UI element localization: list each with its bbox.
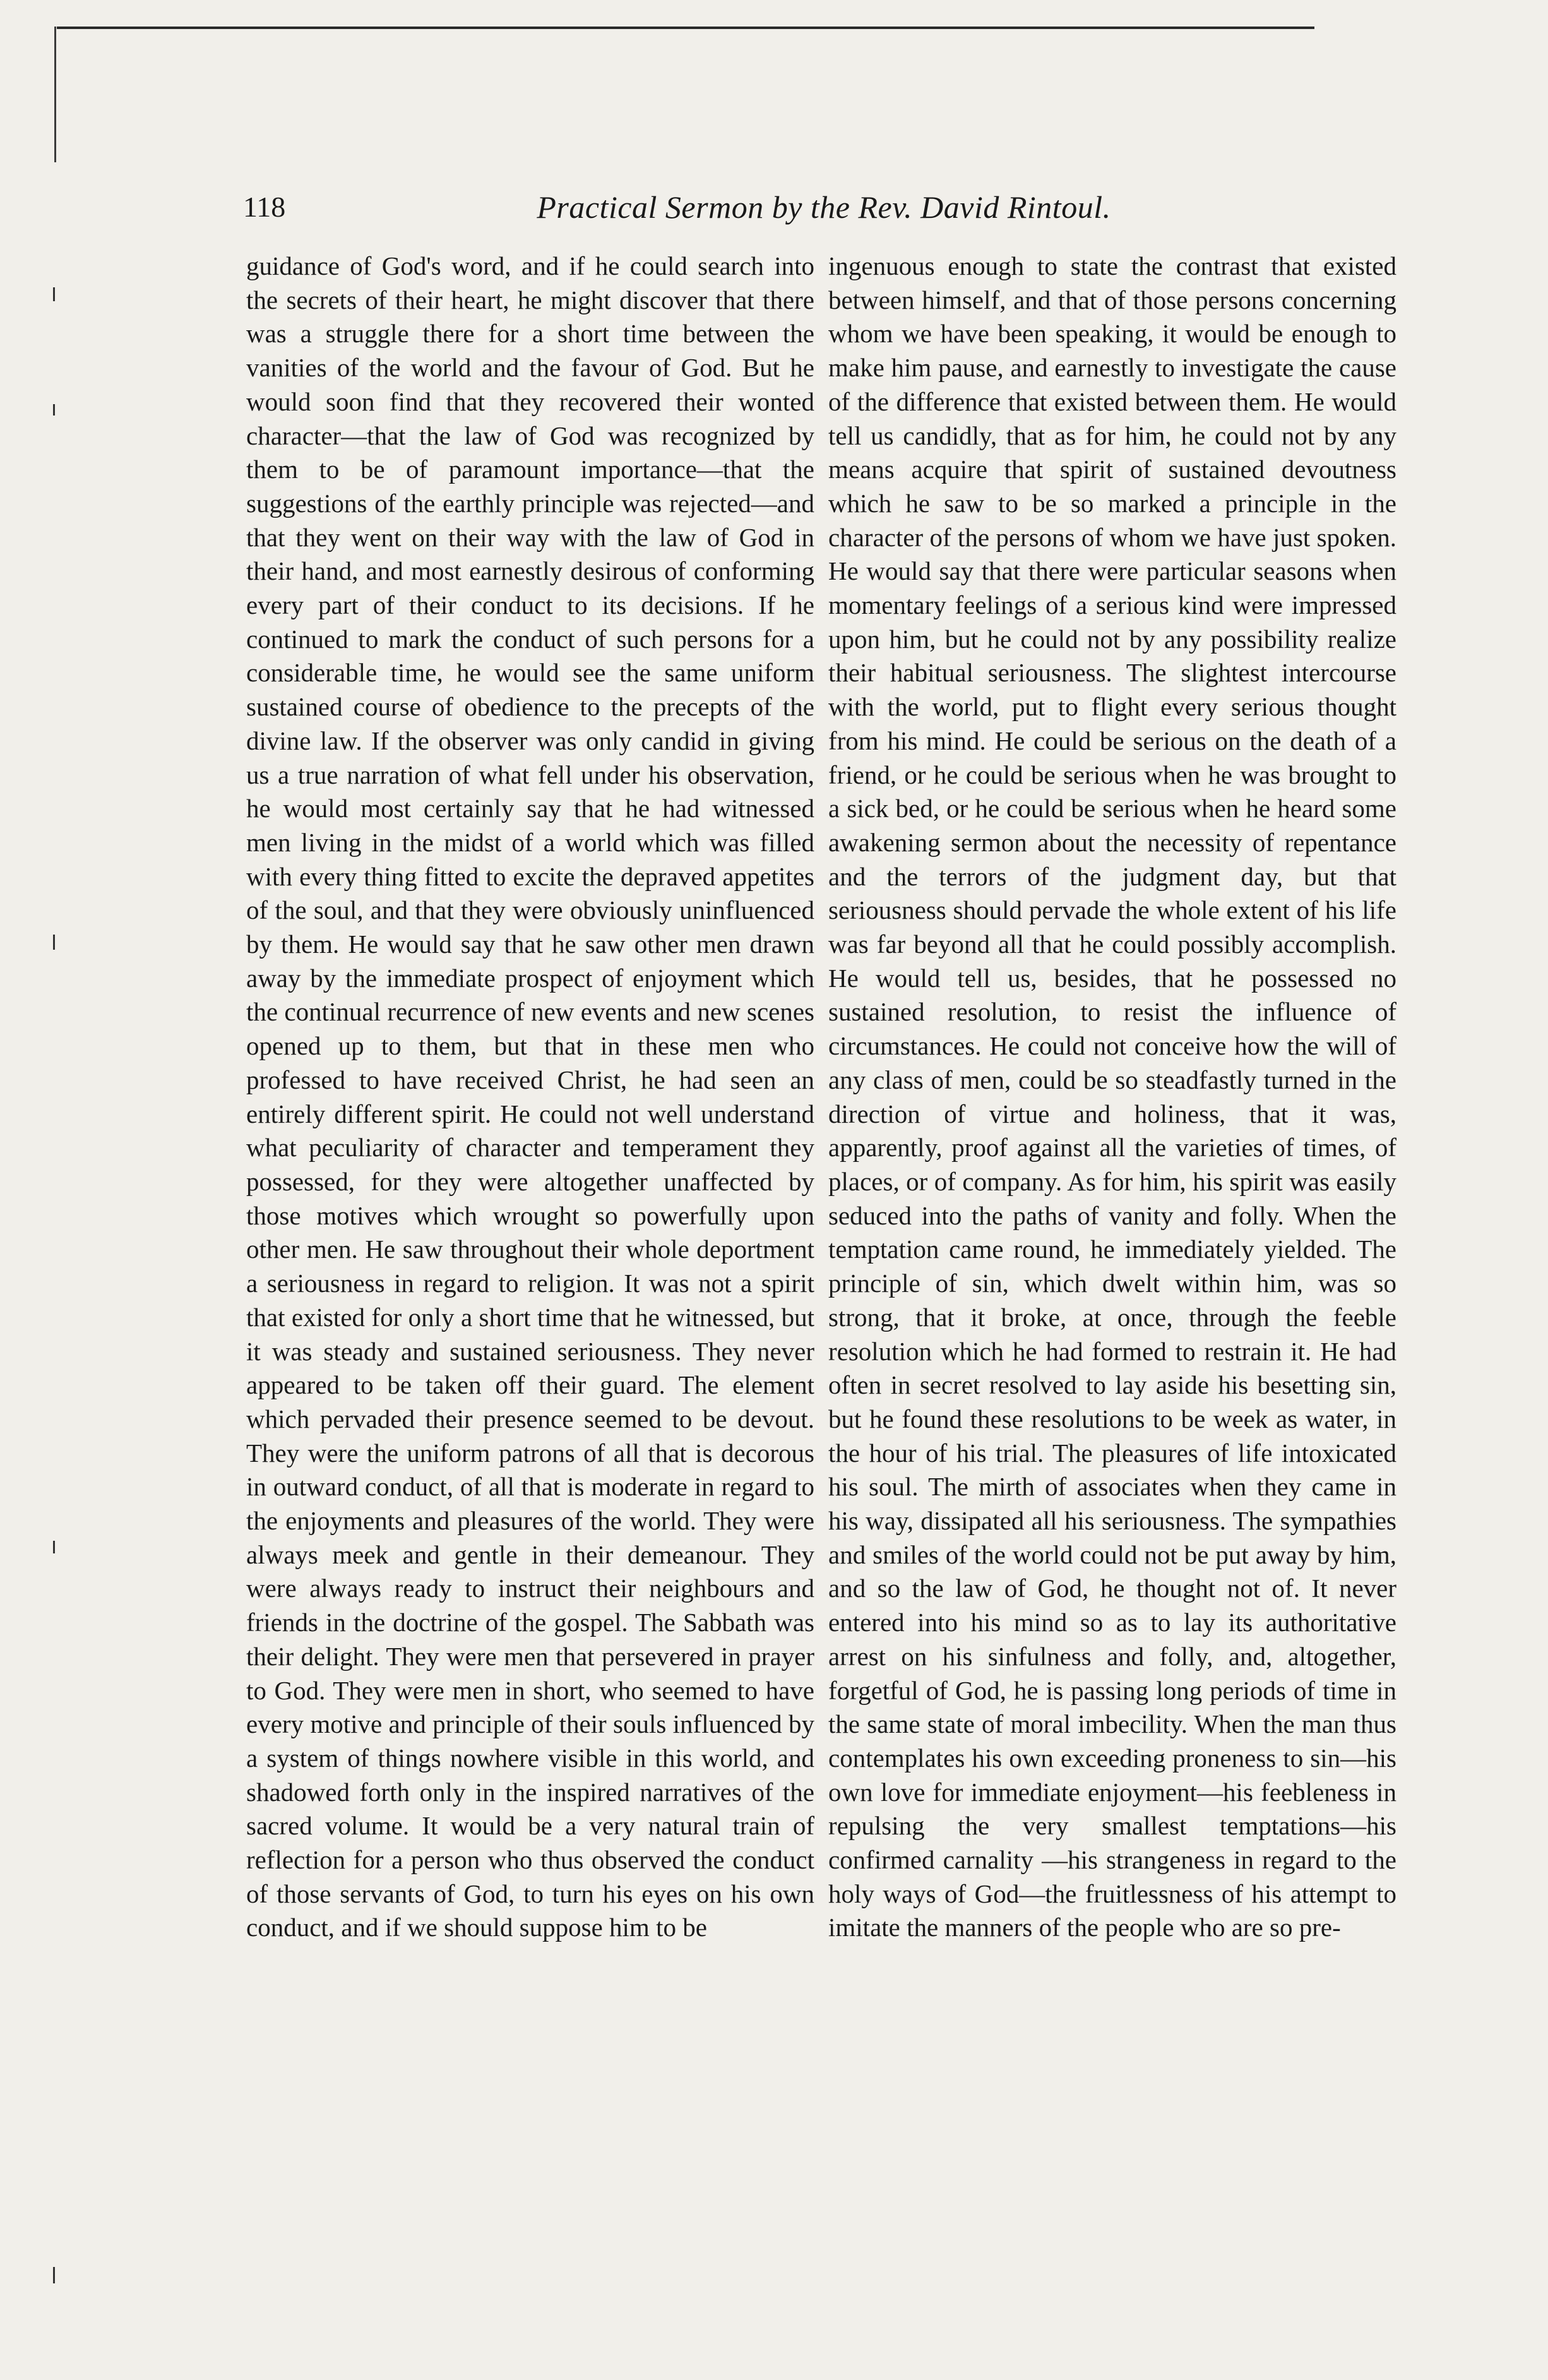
left-margin-rule <box>54 27 56 162</box>
left-column-text: guidance of God's word, and if he could search into the secrets of their heart, he might discover that there was a struggle there for a short time between the vanities of the world and the favour of God. But he would soon find that they recovered their wonted character—that the law of God was recognized by them to be of paramount importance—that the suggestions of the earthly principle was rejected—and that they went on their way with the law of God in their hand, and most earnestly desirous of conforming every part of their conduct to its decisions. If he continued to mark the conduct of such persons for a considerable time, he would see the same uniform sustained course of obedience to the precepts of the divine law. If the observer was only candid in giving us a true narration of what fell under his observation, he would most certainly say that he had witnessed men living in the midst of a world which was filled with every thing fitted to excite the depraved appetites of the soul, and that they were obviously uninfluenced by them. He would say that he saw other men drawn away by the immediate prospect of enjoyment which the continual recurrence of new events and new scenes opened up to them, but that in these men who professed to have received Christ, he had seen an entirely different spirit. He could not well understand what peculiarity of character and temperament they possessed, for they were altogether unaffected by those motives which wrought so powerfully upon other men. He saw throughout their whole deportment a seriousness in regard to religion. It was not a spirit that existed for only a short time that he witnessed, but it was steady and sustained seriousness. They never appeared to be taken off their guard. The element which pervaded their presence seemed to be devout. They were the uniform patrons of all that is decorous in outward conduct, of all that is moderate in regard to the enjoyments and pleasures of the world. They were always meek and gentle in their demeanour. They were always ready to instruct their neighbours and friends in the doctrine of the gospel. The Sabbath was their delight. They were men that persevered in prayer to God. They were men in short, who seemed to have every motive and principle of their souls influenced by a system of things nowhere visible in this world, and shadowed forth only in the inspired narratives of the sacred volume. It would be a very natural train of reflection for a person who thus observed the conduct of those servants of God, to turn his eyes on his own conduct, and if we should suppose him to be <box>246 251 814 1942</box>
margin-speck <box>53 1541 55 1553</box>
running-title: Practical Sermon by the Rev. David Rintoul. <box>537 189 1111 225</box>
right-column <box>828 249 1396 1945</box>
top-rule <box>57 27 1314 29</box>
page-number: 118 <box>243 191 286 223</box>
margin-speck <box>53 2267 55 2283</box>
margin-speck <box>53 935 55 950</box>
margin-speck <box>53 404 55 416</box>
right-column-text: ingenuous enough to state the contrast that existed between himself, and that of those persons concerning whom we have been speaking, it would be enough to make him pause, and earnestly to investigate the cause of the difference that existed between them. He would tell us candidly, that as for him, he could not by any means acquire that spirit of sustained devoutness which he saw to be so marked a principle in the character of the persons of whom we have just spoken. He would say that there were particular seasons when momentary feelings of a serious kind were impressed upon him, but he could not by any possibility realize their habitual seriousness. The slightest intercourse with the world, put to flight every serious thought from his mind. He could be serious on the death of a friend, or he could be serious when he was brought to a sick bed, or he could be serious when he heard some awakening sermon about the necessity of repentance and the terrors of the judgment day, but that seriousness should pervade the whole extent of his life was far beyond all that he could possibly accomplish. He would tell us, besides, that he possessed no sustained resolution, to resist the influence of circumstances. He could not conceive how the will of any class of men, could be so steadfastly turned in the direction of virtue and holiness, that it was, apparently, proof against all the varieties of times, of places, or of company. As for him, his spirit was easily seduced into the paths of vanity and folly. When the temptation came round, he immediately yielded. The principle of sin, which dwelt within him, was so strong, that it broke, at once, through the feeble resolution which he had formed to restrain it. He had often in secret resolved to lay aside his besetting sin, but he found these resolutions to be week as water, in the hour of his trial. The pleasures of life intoxicated his soul. The mirth of associates when they came in his way, dissipated all his seriousness. The sympathies and smiles of the world could not be put away by him, and so the law of God, he thought not of. It never entered into his mind so as to lay its authoritative arrest on his sinfulness and folly, and, altogether, forgetful of God, he is passing long periods of time in the same state of moral imbecility. When the man thus contemplates his own exceeding proneness to sin—his own love for immediate enjoyment—his feebleness in repulsing the very smallest temptations—his confirmed carnality —his strangeness in regard to the holy ways of God—the fruitlessness of his attempt to imitate the manners of the people who are so pre- <box>828 251 1396 1942</box>
left-column <box>246 249 814 1945</box>
page-header <box>243 188 1405 226</box>
margin-speck <box>53 287 55 301</box>
